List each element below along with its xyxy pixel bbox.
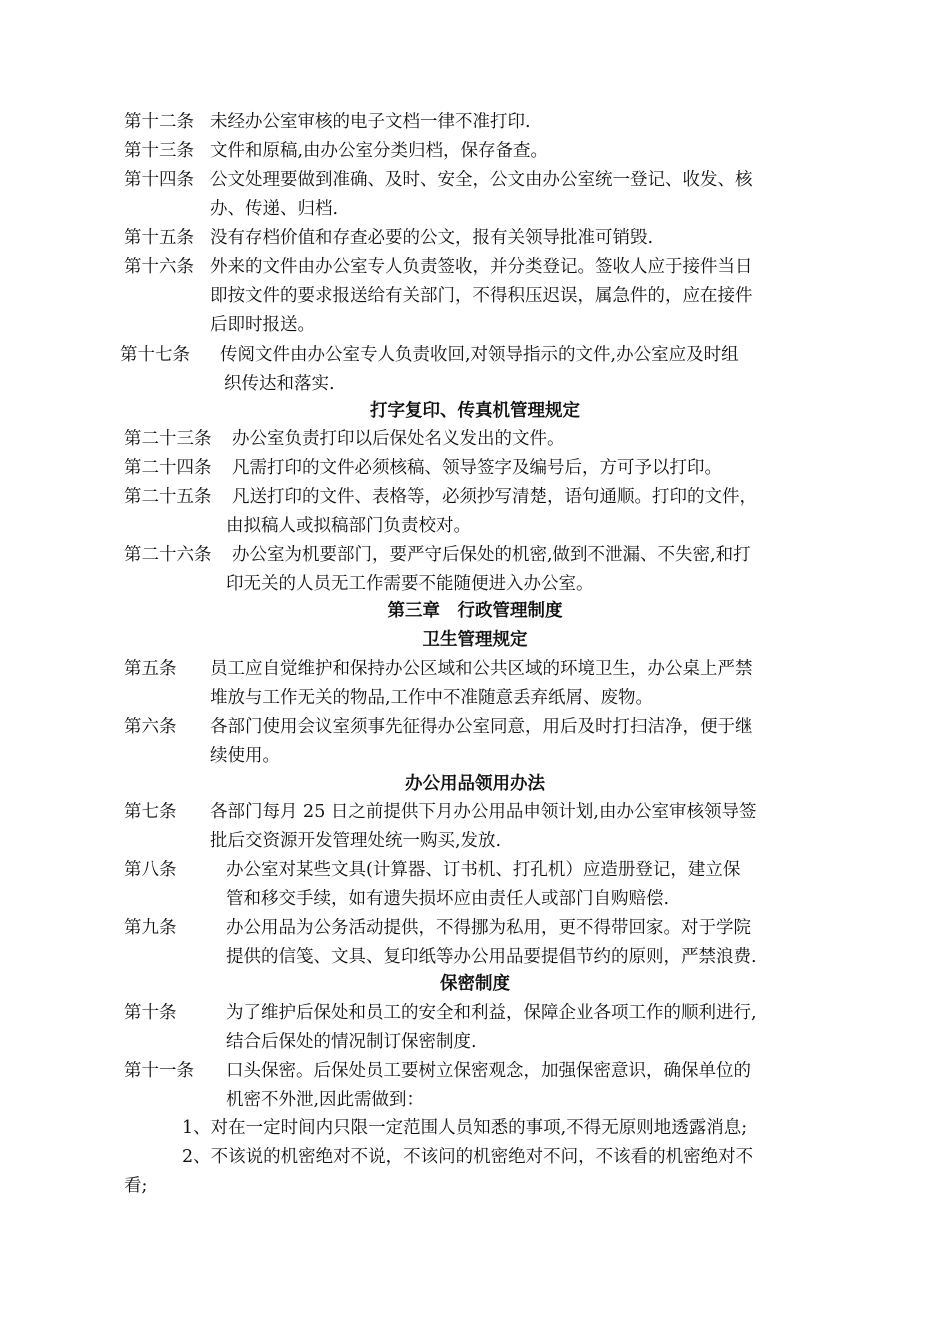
article-text: 堆放与工作无关的物品,工作中不准随意丢弃纸屑、废物。 — [210, 688, 654, 708]
article-label: 第十一条 — [124, 1061, 194, 1081]
article-text: 管和移交手续，如有遗失损坏应由责任人或部门自购赔偿. — [226, 889, 670, 909]
article-text: 办公室负责打印以后保处名义发出的文件。 — [232, 429, 565, 449]
article-text: 未经办公室审核的电子文档一律不准打印. — [210, 112, 531, 132]
article-text: 印无关的人员无工作需要不能随便进入办公室。 — [226, 574, 594, 594]
article-label: 第五条 — [124, 659, 177, 679]
list-item: 2、不该说的机密绝对不说，不该问的机密绝对不问，不该看的机密绝对不 — [182, 1147, 754, 1167]
article-label: 第二十六条 — [124, 545, 212, 565]
list-item: 1、对在一定时间内只限一定范围人员知悉的事项,不得无原则地透露消息; — [182, 1118, 748, 1138]
article-label: 第十条 — [124, 1003, 177, 1023]
article-text: 办公室为机要部门，要严守后保处的机密,做到不泄漏、不失密,和打 — [232, 545, 751, 565]
article-label: 第十六条 — [124, 257, 194, 277]
section-heading-secrecy: 保密制度 — [440, 974, 510, 994]
section-heading-hygiene: 卫生管理规定 — [422, 630, 528, 650]
article-text: 各部门使用会议室须事先征得办公室同意，用后及时打扫洁净，便于继 — [210, 717, 753, 737]
article-text: 织传达和落实. — [224, 374, 335, 394]
section-heading-supplies: 办公用品领用办法 — [405, 774, 545, 794]
article-text: 口头保密。后保处员工要树立保密观念，加强保密意识，确保单位的 — [226, 1061, 751, 1081]
article-text: 由拟稿人或拟稿部门负责校对。 — [226, 516, 471, 536]
article-text: 外来的文件由办公室专人负责签收，并分类登记。签收人应于接件当日 — [210, 257, 753, 277]
article-label: 第二十五条 — [124, 487, 212, 507]
list-item-continuation: 看; — [124, 1176, 148, 1196]
article-text: 公文处理要做到准确、及时、安全，公文由办公室统一登记、收发、核 — [210, 170, 753, 190]
article-label: 第十二条 — [124, 112, 194, 132]
article-text: 机密不外泄,因此需做到： — [226, 1090, 425, 1110]
article-label: 第十三条 — [124, 141, 194, 161]
section-heading-typing: 打字复印、传真机管理规定 — [370, 401, 580, 421]
article-text: 凡需打印的文件必须核稿、领导签字及编号后，方可予以打印。 — [232, 458, 722, 478]
article-text: 各部门每月 25 日之前提供下月办公用品申领计划,由办公室审核领导签 — [210, 802, 757, 822]
article-label: 第十四条 — [124, 170, 194, 190]
article-text: 办、传递、归档. — [210, 199, 339, 219]
article-text: 凡送打印的文件、表格等，必须抄写清楚，语句通顺。打印的文件， — [232, 487, 757, 507]
article-label: 第九条 — [124, 918, 177, 938]
article-text: 员工应自觉维护和保持办公区域和公共区域的环境卫生，办公桌上严禁 — [210, 659, 753, 679]
article-label: 第十五条 — [124, 228, 194, 248]
article-label: 第二十三条 — [124, 429, 212, 449]
article-text: 提供的信笺、文具、复印纸等办公用品要提倡节约的原则，严禁浪费. — [226, 947, 757, 967]
article-label: 第七条 — [124, 802, 177, 822]
article-text: 办公用品为公务活动提供，不得挪为私用，更不得带回家。对于学院 — [226, 918, 751, 938]
article-text: 批后交资源开发管理处统一购买,发放. — [210, 831, 502, 851]
article-text: 为了维护后保处和员工的安全和利益，保障企业各项工作的顺利进行, — [226, 1003, 757, 1023]
article-label: 第六条 — [124, 717, 177, 737]
article-label: 第十七条 — [120, 345, 190, 365]
article-label: 第二十四条 — [124, 458, 212, 478]
article-text: 文件和原稿,由办公室分类归档，保存备查。 — [210, 141, 549, 161]
article-text: 续使用。 — [210, 746, 280, 766]
article-text: 结合后保处的情况制订保密制度. — [226, 1032, 477, 1052]
chapter-heading: 第三章 行政管理制度 — [387, 601, 563, 621]
article-text: 没有存档价值和存查必要的公文，报有关领导批准可销毁. — [210, 228, 654, 248]
article-label: 第八条 — [124, 860, 177, 880]
article-text: 办公室对某些文具(计算器、订书机、打孔机）应造册登记，建立保 — [226, 860, 741, 880]
article-text: 即按文件的要求报送给有关部门，不得积压迟误，属急件的，应在接件 — [210, 286, 753, 306]
article-text: 后即时报送。 — [210, 315, 315, 335]
article-text: 传阅文件由办公室专人负责收回,对领导指示的文件,办公室应及时组 — [220, 345, 739, 365]
